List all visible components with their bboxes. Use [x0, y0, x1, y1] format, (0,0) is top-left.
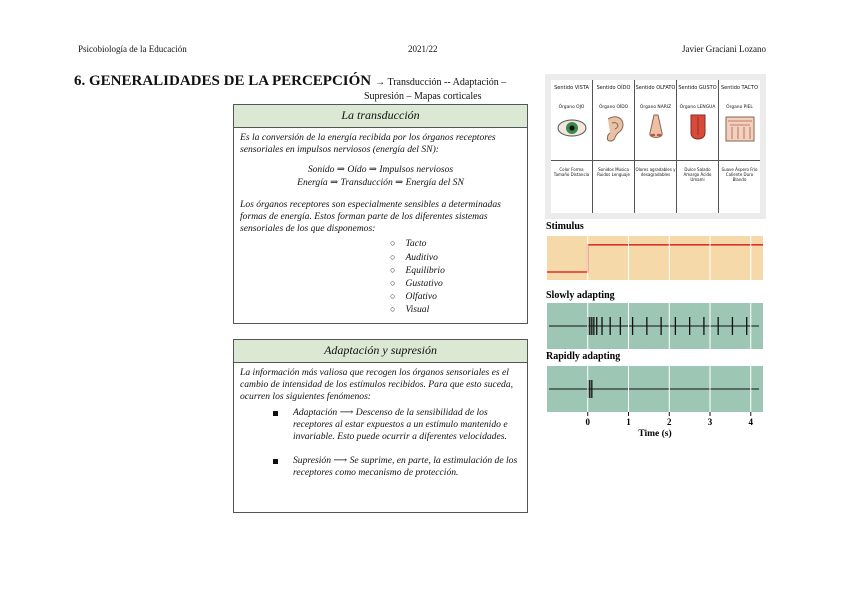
transduccion-definition: Es la conversión de la energía recibida por los órganos receptores sensoriales en impulsos nerviosos (energía del SN):	[240, 132, 496, 156]
list-item: ○ Visual	[390, 303, 521, 316]
sense-column-gusto	[677, 80, 719, 213]
sense-column-oido	[593, 80, 635, 213]
header-author: Javier Graciani Lozano	[682, 44, 766, 54]
panel-label-rapidly-adapting: Rapidly adapting	[546, 351, 621, 362]
skin-icon	[724, 113, 756, 143]
adaptation-chart	[545, 220, 770, 445]
list-item	[273, 407, 521, 444]
sense-organ: Órgano OJO	[558, 105, 585, 110]
section-title-subtopics-line2: Supresión – Mapas corticales	[364, 91, 482, 102]
adaptacion-definition: ⟶ Descenso de la sensibilidad de los receptores al estar expuestos a un estímulo mantenido e invariable. Esto puede ocurrir a diferentes velocidades.	[293, 406, 508, 443]
adaptacion-list	[240, 407, 521, 480]
supresion-definition: ⟶ Se suprime, en parte, la estimulación de los receptores como mecanismo de protección.	[293, 455, 518, 479]
list-item	[273, 455, 521, 479]
x-tick-label: 0	[585, 417, 591, 427]
sense-name: Sentido TACTO	[720, 85, 759, 91]
sensory-systems-list	[240, 237, 521, 316]
ear-icon	[598, 113, 630, 143]
supresion-term: Supresión	[293, 455, 332, 467]
sense-description: Color Forma Tamaño Distancia	[551, 160, 592, 213]
section-title	[74, 72, 534, 102]
transduccion-receptors-text: Los órganos receptores son especialmente sensibles a determinadas formas de energía. Estos forman parte de los diferentes sistemas sensoriales de los que disponemos:	[240, 198, 501, 235]
transduccion-flow-2: Energía ⇒ Transducción ⇒ Energía del SN	[297, 176, 464, 188]
panel-label-slowly-adapting: Slowly adapting	[546, 290, 615, 301]
sense-column-vista	[551, 80, 593, 213]
sense-name: Sentido GUSTO	[678, 85, 717, 91]
sense-organ: Órgano PIEL	[726, 105, 753, 110]
header-course: Psicobiología de la Educación	[78, 44, 187, 54]
x-tick-label: 4	[748, 417, 754, 427]
adaptacion-intro: La información más valiosa que recogen los órganos sensoriales es el cambio de intensidad de los estímulos recibidos. Para que esto suceda, ocurren los siguientes fenómenos:	[240, 367, 514, 403]
sense-name: Sentido VISTA	[554, 85, 589, 91]
section-title-subtopics: → Transducción -- Adaptación –	[375, 77, 507, 88]
spikes-rapidly-adapting	[588, 380, 592, 398]
sense-description: Dulce Salado Amargo Ácido Umami	[677, 160, 718, 213]
section-title-main: 6. GENERALIDADES DE LA PERCEPCIÓN	[74, 73, 372, 89]
sense-column-olfato	[635, 80, 677, 213]
sense-organ: Órgano LENGUA	[679, 105, 716, 110]
transduccion-box	[233, 104, 528, 324]
sense-column-tacto	[719, 80, 760, 213]
adaptacion-box	[233, 339, 528, 513]
sense-name: Sentido OLFATO	[635, 85, 676, 91]
x-axis-ticks	[586, 412, 754, 427]
x-tick-label: 3	[707, 417, 713, 427]
panel-bg-stimulus	[547, 236, 763, 280]
x-axis-label: Time (s)	[638, 429, 672, 439]
sense-name: Sentido OÍDO	[596, 85, 631, 91]
sense-organ: Órgano OÍDO	[598, 105, 629, 110]
sense-description: Olores agradables y desagradables	[635, 160, 676, 213]
nose-icon	[640, 113, 672, 143]
transduccion-heading: La transducción	[234, 105, 527, 128]
tongue-icon	[682, 113, 714, 143]
adaptacion-heading: Adaptación y supresión	[234, 340, 527, 363]
eye-icon	[556, 113, 588, 143]
sense-description: Sonidos Música Ruidos Lenguaje	[593, 160, 634, 213]
list-item: ○ Gustativo	[390, 277, 521, 290]
list-item: ○ Auditivo	[390, 251, 521, 264]
panel-label-stimulus: Stimulus	[546, 221, 584, 232]
list-item: ○ Equilibrio	[390, 264, 521, 277]
list-item: ○ Olfativo	[390, 290, 521, 303]
x-tick-label: 1	[626, 417, 631, 427]
sense-description: Suave Áspero Frío Caliente Duro Blando	[719, 160, 760, 213]
transduccion-flow-1: Sonido ⇒ Oído ⇒ Impulsos nerviosos	[307, 164, 454, 176]
senses-table-figure	[545, 74, 766, 219]
sense-organ: Órgano NARIZ	[639, 105, 672, 110]
adaptacion-term: Adaptación	[293, 406, 338, 418]
list-item: ○ Tacto	[390, 237, 521, 250]
x-tick-label: 2	[667, 417, 672, 427]
header-year: 2021/22	[408, 44, 438, 54]
